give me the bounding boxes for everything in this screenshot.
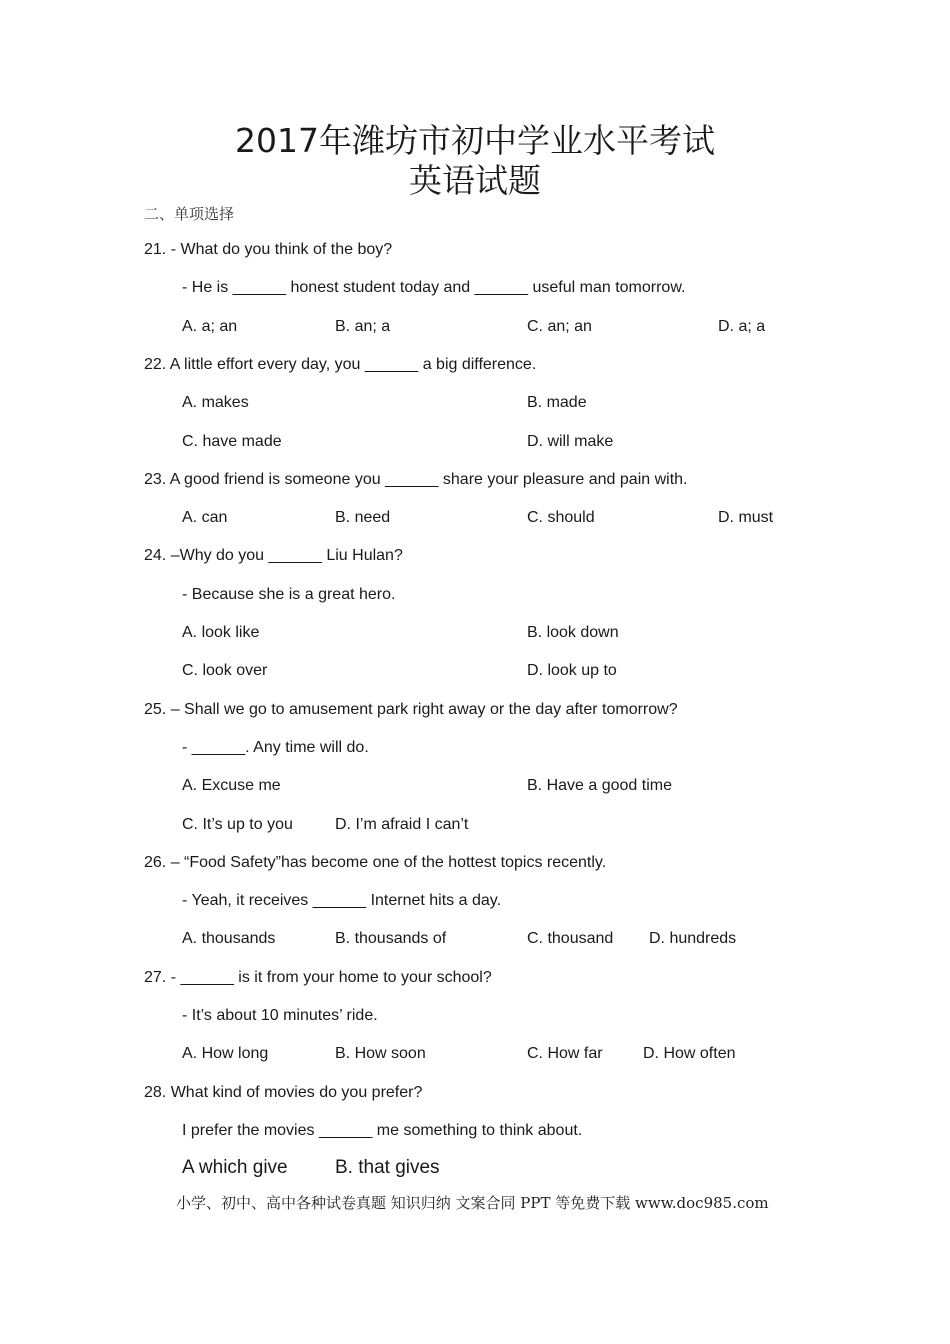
option-b: B. look down (527, 624, 619, 641)
footer-text: 小学、初中、高中各种试卷真题 知识归纳 文案合同 PPT 等免费下载 www.doc985.com (176, 1194, 769, 1212)
question-followup: - It’s about 10 minutes’ ride. (182, 1007, 378, 1024)
option-b: B. that gives (335, 1157, 440, 1178)
question-followup: I prefer the movies ______ me something to think about. (182, 1122, 583, 1139)
option-c: C. It’s up to you (182, 816, 293, 833)
option-c: C. an; an (527, 318, 592, 335)
option-b: B. made (527, 394, 587, 411)
option-d: D. look up to (527, 662, 617, 679)
option-d: D. hundreds (649, 930, 737, 947)
page-subtitle: 英语试题 (409, 161, 541, 200)
option-b: B. thousands of (335, 930, 447, 947)
section-heading: 二、单项选择 (144, 205, 235, 223)
option-b: B. How soon (335, 1045, 426, 1062)
option-a: A. can (182, 509, 228, 526)
question-prompt: 27. - ______ is it from your home to your school? (144, 969, 492, 986)
option-a: A. Excuse me (182, 777, 281, 794)
option-c: C. How far (527, 1045, 603, 1062)
question-prompt: 26. – “Food Safety”has become one of the hottest topics recently. (144, 854, 607, 871)
page-title: 2017年潍坊市初中学业水平考试 (235, 121, 715, 160)
option-a: A. look like (182, 624, 260, 641)
option-a: A which give (182, 1157, 288, 1178)
question-prompt: 21. - What do you think of the boy? (144, 241, 393, 258)
question-prompt: 25. – Shall we go to amusement park right away or the day after tomorrow? (144, 701, 678, 718)
question-followup: - He is ______ honest student today and ______ useful man tomorrow. (182, 279, 686, 296)
question-followup: - ______. Any time will do. (182, 739, 369, 756)
option-d: D. will make (527, 433, 614, 450)
question-prompt: 28. What kind of movies do you prefer? (144, 1084, 423, 1101)
question-prompt: 24. –Why do you ______ Liu Hulan? (144, 547, 403, 564)
option-d: D. must (718, 509, 774, 526)
option-c: C. should (527, 509, 595, 526)
option-d: D. How often (643, 1045, 736, 1062)
question-followup: - Yeah, it receives ______ Internet hits a day. (182, 892, 502, 909)
option-a: A. a; an (182, 318, 238, 335)
question-followup: - Because she is a great hero. (182, 586, 396, 603)
option-c: C. thousand (527, 930, 614, 947)
option-b: B. an; a (335, 318, 391, 335)
question-prompt: 22. A little effort every day, you ______ a big difference. (144, 356, 537, 373)
option-c: C. have made (182, 433, 282, 450)
option-a: A. How long (182, 1045, 269, 1062)
option-a: A. thousands (182, 930, 276, 947)
question-prompt: 23. A good friend is someone you ______ share your pleasure and pain with. (144, 471, 688, 488)
option-d: D. a; a (718, 318, 766, 335)
option-c: C. look over (182, 662, 268, 679)
option-b: B. Have a good time (527, 777, 672, 794)
option-d: D. I’m afraid I can’t (335, 816, 469, 833)
option-b: B. need (335, 509, 391, 526)
option-a: A. makes (182, 394, 249, 411)
